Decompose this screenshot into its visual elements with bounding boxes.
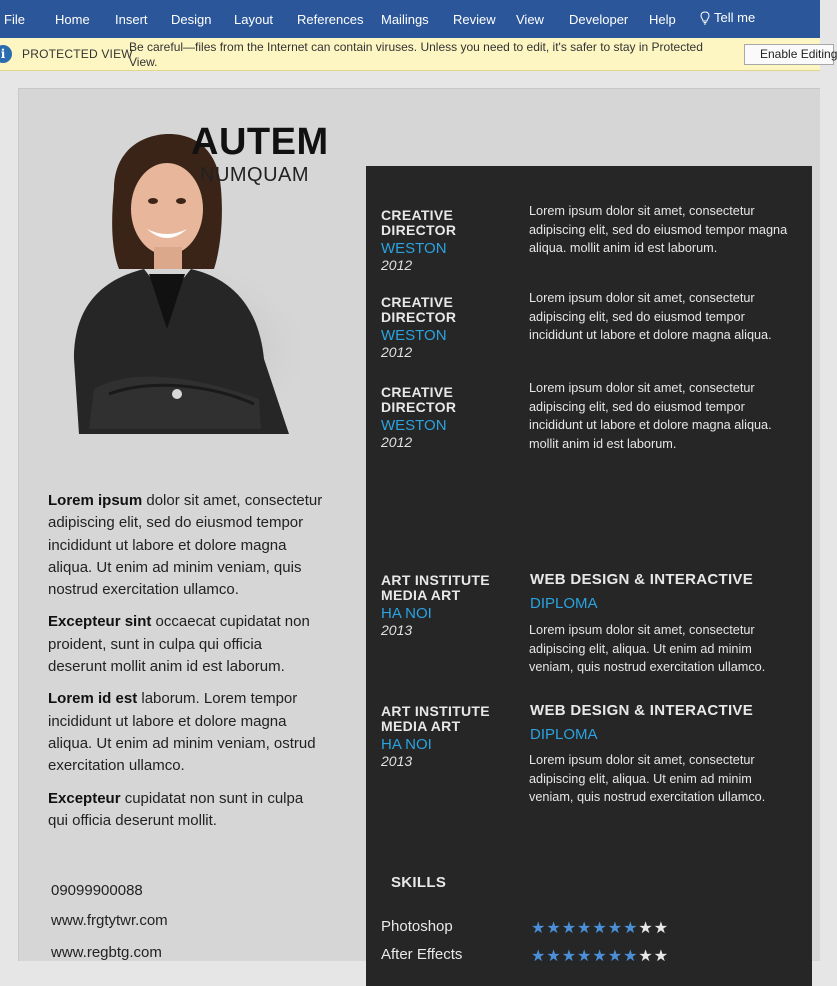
contact-website: www.frgtytwr.com (51, 912, 168, 929)
school-location: HA NOI (381, 736, 432, 753)
lightbulb-icon (700, 11, 710, 25)
education-degree: DIPLOMA (530, 595, 598, 612)
bio-section (48, 490, 323, 842)
experience-entry (381, 208, 511, 273)
skill-name: After Effects (381, 946, 463, 963)
star-filled-icon: ★ (561, 920, 578, 937)
star-filled-icon: ★ (531, 948, 547, 965)
ribbon-tab-bar (0, 0, 820, 38)
star-filled-icon: ★ (546, 948, 562, 965)
star-empty-icon: ★ (638, 948, 654, 965)
bio-text: occaecat cupidatat non proident, sunt in culpa qui officia deserunt mollit anim id est laborum. (48, 613, 310, 676)
bio-paragraph (48, 611, 323, 678)
star-filled-icon: ★ (607, 948, 624, 965)
job-title: CREATIVE DIRECTOR (381, 207, 457, 238)
star-filled-icon: ★ (546, 920, 562, 937)
experience-entry (381, 295, 511, 360)
star-filled-icon: ★ (623, 948, 639, 965)
star-filled-icon: ★ (561, 948, 578, 965)
bio-bold: Excepteur sint (48, 613, 152, 631)
job-title: CREATIVE DIRECTOR (381, 294, 457, 325)
education-description: Lorem ipsum dolor sit amet, consectetur adipiscing elit, aliqua. Ut enim ad minim veniam, quis nostrud exercitation ullamco. (529, 623, 766, 674)
education-description: Lorem ipsum dolor sit amet, consectetur adipiscing elit, aliqua. Ut enim ad minim veniam, quis nostrud exercitation ullamco. (529, 753, 766, 804)
bio-text: cupidatat non sunt in culpa qui officia deserunt mollit. (48, 789, 304, 829)
education-heading: WEB DESIGN & INTERACTIVE (530, 702, 754, 719)
job-company: WESTON (381, 240, 447, 257)
tab-insert[interactable]: Insert (115, 12, 148, 27)
contact-website-2: www.regbtg.com (51, 944, 162, 961)
star-filled-icon: ★ (592, 948, 608, 965)
bio-text: dolor sit amet, consectetur adipiscing elit, sed do eiusmod tempor incididunt ut labore et dolore magna aliqua. Ut enim ad minim veniam, quis nostrud exercitation ullamco. (48, 492, 323, 599)
star-empty-icon: ★ (653, 948, 670, 965)
resume-subtitle: NUMQUAM (200, 164, 310, 186)
school-name: ART INSTITUTE MEDIA ART (381, 572, 490, 603)
bio-paragraph (48, 490, 323, 601)
star-empty-icon: ★ (653, 920, 670, 937)
protected-view-bar (0, 38, 837, 71)
star-filled-icon: ★ (623, 920, 639, 937)
skill-rating (531, 946, 669, 966)
bio-bold: Lorem id est (48, 690, 138, 708)
job-title: CREATIVE DIRECTOR (381, 384, 457, 415)
tab-file[interactable]: File (4, 12, 25, 27)
school-name: ART INSTITUTE MEDIA ART (381, 703, 490, 734)
school-year: 2013 (381, 622, 413, 638)
skills-heading: SKILLS (391, 874, 447, 891)
tab-developer[interactable]: Developer (569, 12, 629, 27)
enable-editing-button[interactable]: Enable Editing (744, 44, 834, 65)
job-company: WESTON (381, 417, 447, 434)
protected-view-label: PROTECTED VIEW (22, 47, 133, 61)
education-entry (381, 704, 511, 769)
tab-review[interactable]: Review (453, 12, 496, 27)
tab-design[interactable]: Design (171, 12, 212, 27)
bio-text: laborum. Lorem tempor incididunt ut labore et dolore magna aliqua. Ut enim ad minim veniam, ostrud exercitation ullamco. (48, 690, 316, 775)
resume-name: AUTEM (191, 121, 329, 163)
contact-phone: 09099900088 (51, 882, 143, 899)
star-filled-icon: ★ (531, 920, 547, 937)
star-filled-icon: ★ (607, 920, 624, 937)
job-company: WESTON (381, 327, 447, 344)
tab-layout[interactable]: Layout (234, 12, 274, 27)
job-description: Lorem ipsum dolor sit amet, consectetur adipiscing elit, sed do eiusmod tempor incididunt ut labore et dolore magna aliqua. (529, 291, 772, 342)
tell-me-label: Tell me (714, 10, 756, 25)
info-icon: i (0, 45, 12, 63)
bio-bold: Lorem ipsum (48, 492, 143, 509)
job-description: Lorem ipsum dolor sit amet, consectetur adipiscing elit, sed do eiusmod tempor incididunt ut labore et dolore magna aliqua. mollit anim id est laborum. (529, 381, 772, 451)
job-description: Lorem ipsum dolor sit amet, consectetur adipiscing elit, sed do eiusmod tempor magna aliqua. mollit anim id est laborum. (529, 204, 788, 255)
skill-rating (531, 918, 669, 938)
education-degree: DIPLOMA (530, 726, 598, 743)
tab-mailings[interactable]: Mailings (381, 12, 429, 27)
resume-page (18, 88, 820, 965)
document-canvas (0, 71, 820, 965)
skill-name: Photoshop (381, 918, 453, 935)
tab-help[interactable]: Help (649, 12, 676, 27)
bio-bold: Excepteur (48, 789, 121, 807)
tab-home[interactable]: Home (55, 12, 90, 27)
tab-references[interactable]: References (297, 12, 364, 27)
school-year: 2013 (381, 753, 413, 769)
star-filled-icon: ★ (592, 920, 608, 937)
job-year: 2012 (381, 434, 413, 450)
bio-paragraph (48, 788, 323, 833)
star-filled-icon: ★ (577, 920, 593, 937)
school-location: HA NOI (381, 605, 432, 622)
tab-view[interactable]: View (516, 12, 544, 27)
experience-entry (381, 385, 511, 450)
job-year: 2012 (381, 257, 413, 273)
education-heading: WEB DESIGN & INTERACTIVE (530, 571, 754, 588)
star-filled-icon: ★ (577, 948, 593, 965)
tell-me-search[interactable] (700, 10, 755, 25)
job-year: 2012 (381, 344, 413, 360)
experience-panel (366, 166, 812, 986)
bio-paragraph (48, 688, 323, 777)
protected-view-message: Be careful—files from the Internet can contain viruses. Unless you need to edit, it's safer to stay in Protected View. (129, 40, 703, 69)
star-empty-icon: ★ (638, 920, 654, 937)
education-entry (381, 573, 511, 638)
